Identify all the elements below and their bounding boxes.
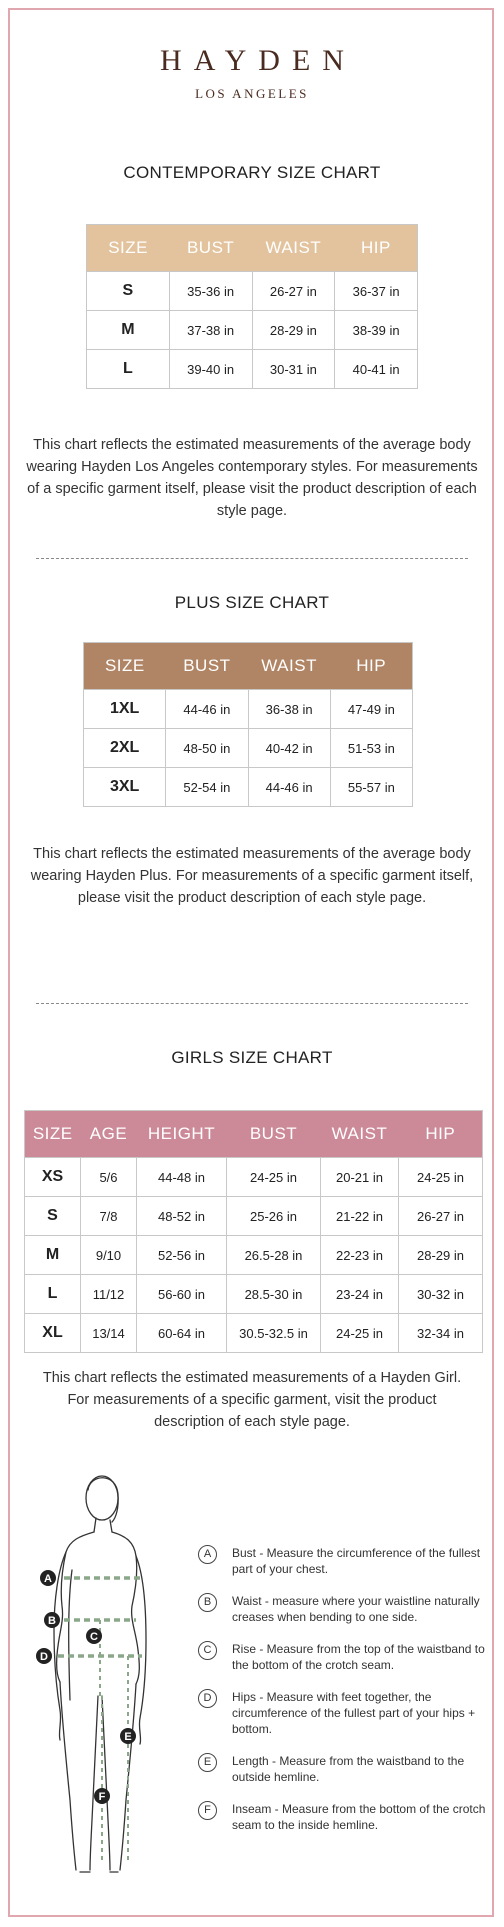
table-cell: 21-22 in [321, 1197, 399, 1236]
header-cell: BUST [227, 1111, 321, 1158]
table-cell: 28-29 in [252, 311, 335, 350]
brand-tagline: LOS ANGELES [195, 86, 309, 101]
plus-note: This chart reflects the estimated measurements of the average body wearing Hayden Plus. For measurements of a specific garment itself, please visit the product description of each style page. [30, 846, 474, 906]
letter-badge: A [198, 1545, 217, 1564]
size-cell: S [87, 272, 170, 311]
instruction-hips [198, 1689, 488, 1737]
size-cell: M [87, 311, 170, 350]
table-cell: 47-49 in [330, 690, 412, 729]
table-cell: 5/6 [81, 1158, 137, 1197]
table-cell: 55-57 in [330, 768, 412, 807]
table-cell: 37-38 in [169, 311, 252, 350]
svg-text:B: B [48, 1615, 56, 1627]
table-row [84, 690, 413, 729]
instruction-inseam [198, 1801, 488, 1833]
table-cell: 30-31 in [252, 350, 335, 389]
table-cell: 24-25 in [399, 1158, 483, 1197]
instruction-rise [198, 1641, 488, 1673]
instruction-text: Hips - Measure with feet together, the circumference of the fullest part of your hips + bottom. [232, 1690, 476, 1736]
table-cell: 51-53 in [330, 729, 412, 768]
table-row [84, 768, 413, 807]
marker-d [36, 1648, 52, 1664]
table-row [87, 272, 418, 311]
table-cell: 28-29 in [399, 1236, 483, 1275]
header-cell: HIP [399, 1111, 483, 1158]
table-cell: 23-24 in [321, 1275, 399, 1314]
body-outline [54, 1476, 146, 1872]
table-cell: 30.5-32.5 in [227, 1314, 321, 1353]
girls-size-table [24, 1110, 483, 1353]
table-header-row [84, 643, 413, 690]
size-cell: L [87, 350, 170, 389]
instruction-text: Rise - Measure from the top of the waistband to the bottom of the crotch seam. [232, 1642, 485, 1672]
svg-text:E: E [124, 1731, 132, 1743]
table-cell: 40-42 in [248, 729, 330, 768]
table-cell: 25-26 in [227, 1197, 321, 1236]
table-cell: 24-25 in [321, 1314, 399, 1353]
table-row [25, 1158, 483, 1197]
table-cell: 24-25 in [227, 1158, 321, 1197]
table-cell: 22-23 in [321, 1236, 399, 1275]
table-cell: 32-34 in [399, 1314, 483, 1353]
header-cell: BUST [169, 225, 252, 272]
table-row [25, 1314, 483, 1353]
table-cell: 9/10 [81, 1236, 137, 1275]
table-cell: 7/8 [81, 1197, 137, 1236]
table-cell: 36-37 in [335, 272, 418, 311]
table-cell: 48-50 in [166, 729, 248, 768]
table-cell: 44-46 in [166, 690, 248, 729]
instruction-text: Length - Measure from the waistband to the outside hemline. [232, 1754, 465, 1784]
marker-b [44, 1612, 60, 1628]
marker-e [120, 1728, 136, 1744]
girls-note: This chart reflects the estimated measurements of a Hayden Girl. For measurements of a specific garment, visit the product description of each style page. [42, 1370, 462, 1430]
marker-a [40, 1570, 56, 1586]
contemporary-title: CONTEMPORARY SIZE CHART [123, 163, 381, 182]
size-cell: S [25, 1197, 81, 1236]
table-row [87, 350, 418, 389]
brand-logo: HAYDEN [160, 44, 356, 77]
measurement-instructions [198, 1545, 488, 1849]
table-header-row [25, 1111, 483, 1158]
measurement-markers [36, 1570, 136, 1804]
table-cell: 48-52 in [137, 1197, 227, 1236]
instruction-text: Waist - measure where your waistline naturally creases when bending to one side. [232, 1594, 480, 1624]
table-cell: 13/14 [81, 1314, 137, 1353]
instruction-text: Bust - Measure the circumference of the fullest part of your chest. [232, 1546, 481, 1576]
table-row [84, 729, 413, 768]
table-cell: 44-46 in [248, 768, 330, 807]
letter-badge: F [198, 1801, 217, 1820]
table-cell: 11/12 [81, 1275, 137, 1314]
size-cell: M [25, 1236, 81, 1275]
letter-badge: B [198, 1593, 217, 1612]
table-cell: 28.5-30 in [227, 1275, 321, 1314]
section-divider [36, 558, 468, 559]
table-cell: 26-27 in [399, 1197, 483, 1236]
header-cell: HEIGHT [137, 1111, 227, 1158]
header-cell: SIZE [25, 1111, 81, 1158]
instruction-bust [198, 1545, 488, 1577]
header-cell: SIZE [87, 225, 170, 272]
table-cell: 56-60 in [137, 1275, 227, 1314]
contemporary-note: This chart reflects the estimated measurements of the average body wearing Hayden Los Angeles contemporary styles. For measurements of a specific garment itself, please visit the product description of each style page. [26, 437, 478, 519]
header-cell: HIP [335, 225, 418, 272]
size-cell: 2XL [84, 729, 166, 768]
marker-c [86, 1628, 102, 1644]
size-cell: L [25, 1275, 81, 1314]
table-cell: 20-21 in [321, 1158, 399, 1197]
table-row [87, 311, 418, 350]
letter-badge: E [198, 1753, 217, 1772]
svg-text:C: C [90, 1631, 98, 1643]
table-cell: 26-27 in [252, 272, 335, 311]
table-cell: 52-56 in [137, 1236, 227, 1275]
header-cell: AGE [81, 1111, 137, 1158]
plus-title: PLUS SIZE CHART [174, 593, 330, 612]
header-cell: WAIST [321, 1111, 399, 1158]
size-cell: XL [25, 1314, 81, 1353]
table-cell: 38-39 in [335, 311, 418, 350]
table-cell: 44-48 in [137, 1158, 227, 1197]
header-cell: WAIST [248, 643, 330, 690]
table-cell: 52-54 in [166, 768, 248, 807]
table-cell: 39-40 in [169, 350, 252, 389]
letter-badge: C [198, 1641, 217, 1660]
plus-size-table [83, 642, 413, 807]
size-cell: 3XL [84, 768, 166, 807]
header-cell: WAIST [252, 225, 335, 272]
contemporary-size-table [86, 224, 418, 389]
table-header-row [87, 225, 418, 272]
table-cell: 60-64 in [137, 1314, 227, 1353]
header-cell: HIP [330, 643, 412, 690]
table-cell: 40-41 in [335, 350, 418, 389]
table-cell: 30-32 in [399, 1275, 483, 1314]
body-measurement-figure [20, 1460, 190, 1880]
letter-badge: D [198, 1689, 217, 1708]
header-cell: BUST [166, 643, 248, 690]
section-divider [36, 1003, 468, 1004]
table-row [25, 1197, 483, 1236]
table-row [25, 1275, 483, 1314]
instruction-text: Inseam - Measure from the bottom of the crotch seam to the inside hemline. [232, 1802, 486, 1832]
header-cell: SIZE [84, 643, 166, 690]
instruction-waist [198, 1593, 488, 1625]
svg-text:D: D [40, 1651, 48, 1663]
instruction-length [198, 1753, 488, 1785]
marker-f [94, 1788, 110, 1804]
table-cell: 35-36 in [169, 272, 252, 311]
girls-title: GIRLS SIZE CHART [171, 1048, 333, 1067]
table-row [25, 1236, 483, 1275]
table-cell: 36-38 in [248, 690, 330, 729]
size-cell: XS [25, 1158, 81, 1197]
svg-text:F: F [98, 1791, 106, 1803]
table-cell: 26.5-28 in [227, 1236, 321, 1275]
svg-text:A: A [44, 1573, 52, 1585]
size-cell: 1XL [84, 690, 166, 729]
